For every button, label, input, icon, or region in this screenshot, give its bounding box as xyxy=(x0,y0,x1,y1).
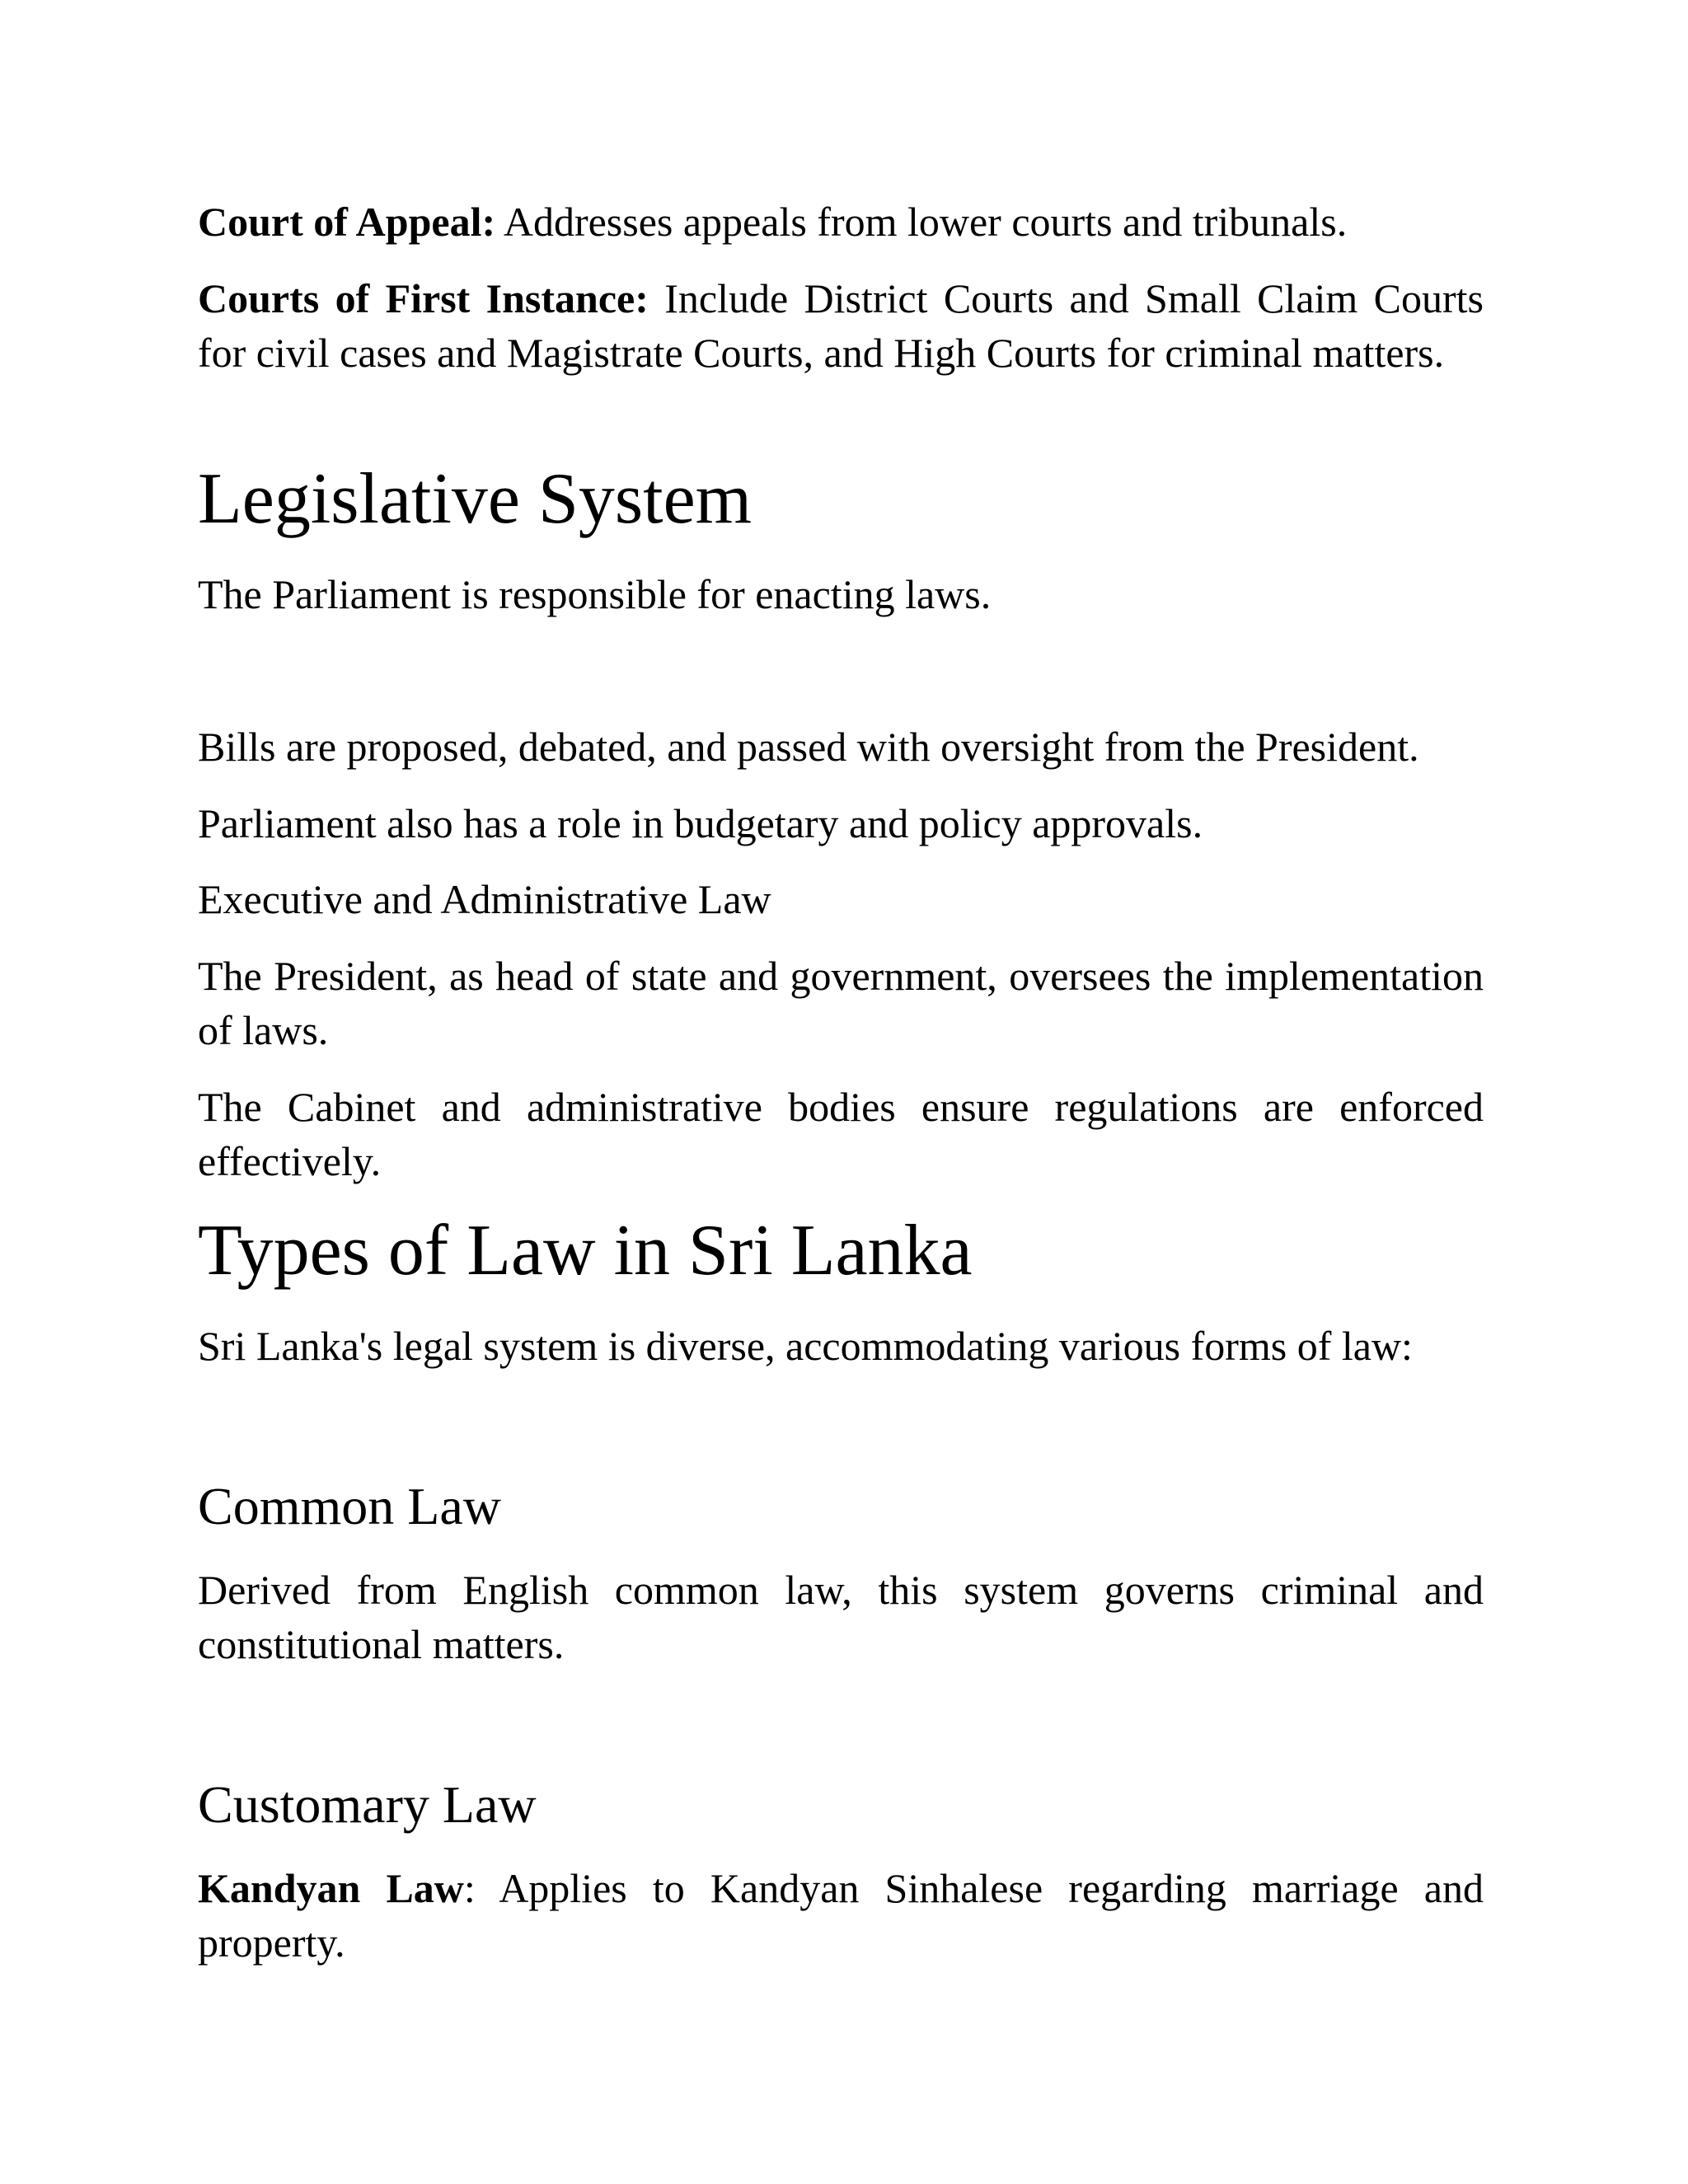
legislative-paragraph-1: The Parliament is responsible for enacting laws. xyxy=(198,571,992,617)
types-of-law-heading: Types of Law in Sri Lanka xyxy=(198,1211,973,1291)
executive-paragraph-2: The Cabinet and administrative bodies ensure regulations are enforced effectively. xyxy=(198,1084,1484,1184)
customary-law-heading: Customary Law xyxy=(198,1775,537,1834)
executive-heading: Executive and Administrative Law xyxy=(198,876,771,922)
court-of-appeal-label: Court of Appeal: xyxy=(198,199,496,245)
executive-paragraph-1: The President, as head of state and government, oversees the implementation of laws. xyxy=(198,953,1484,1053)
legislative-system-heading: Legislative System xyxy=(198,459,753,539)
courts-first-instance-label: Courts of First Instance: xyxy=(198,275,649,321)
courts-first-instance-paragraph xyxy=(198,271,1484,380)
legislative-paragraph-2: Bills are proposed, debated, and passed with oversight from the President. xyxy=(198,724,1419,770)
common-law-paragraph: Derived from English common law, this system governs criminal and constitutional matters. xyxy=(198,1567,1484,1667)
types-of-law-intro: Sri Lanka's legal system is diverse, accommodating various forms of law: xyxy=(198,1323,1413,1369)
courts-first-instance-text: Include District Courts and Small Claim Courts for civil cases and Magistrate Courts, and High Courts for criminal matters. xyxy=(198,275,1484,376)
court-of-appeal-paragraph xyxy=(198,194,1484,249)
kandyan-law-text: : Applies to Kandyan Sinhalese regarding marriage and property. xyxy=(198,1865,1484,1966)
common-law-heading: Common Law xyxy=(198,1477,501,1535)
legislative-paragraph-3: Parliament also has a role in budgetary and policy approvals. xyxy=(198,800,1203,846)
kandyan-law-paragraph xyxy=(198,1861,1484,1970)
kandyan-law-label: Kandyan Law xyxy=(198,1865,464,1911)
court-of-appeal-text: Addresses appeals from lower courts and tribunals. xyxy=(495,199,1348,245)
